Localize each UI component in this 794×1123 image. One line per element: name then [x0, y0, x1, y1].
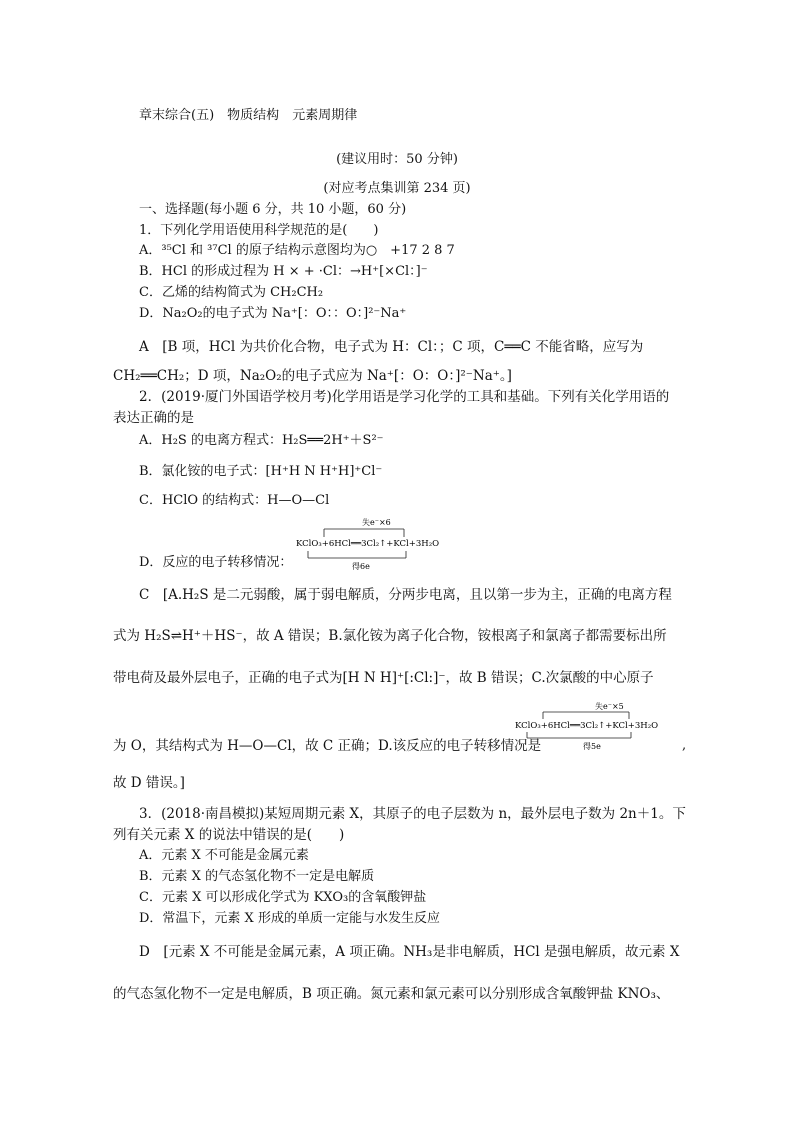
q2-electron-transfer-diagram: [294, 515, 474, 573]
q1-option-d: D．Na₂O₂的电子式为 Na⁺[：O：：O：]²⁻Na⁺: [139, 306, 407, 321]
q1-answer-line-1: A [B 项，HCl 为共价化合物，电子式为 H：Cl：；C 项，C══C 不能省略，应写为: [139, 339, 644, 355]
q3-option-a: A．元素 X 不可能是金属元素: [139, 848, 309, 863]
q2-option-d: D．反应的电子转移情况：: [139, 555, 293, 570]
suggested-time: (建议用时：50 分钟): [336, 152, 458, 167]
chapter-title: 章末综合(五) 物质结构 元素周期律: [139, 108, 358, 123]
q2-answer-diagram-bottom-label: 得5e: [583, 742, 601, 751]
reference-pages: (对应考点集训第 234 页): [323, 181, 471, 196]
q3-answer-line-2: 的气态氢化物不一定是电解质，B 项正确。氮元素和氯元素可以分别形成含氧酸钾盐 KNO₃、: [113, 986, 670, 1002]
q2-stem-line-2: 表达正确的是: [113, 410, 194, 426]
q2-answer-line-4: 为 O，其结构式为 H—O—Cl，故 C 正确；D.该反应的电子转移情况是: [113, 738, 542, 754]
q2-option-c: C．HClO 的结构式：H—O—Cl: [139, 493, 330, 508]
section-heading: 一、选择题(每小题 6 分，共 10 小题，60 分): [139, 202, 407, 217]
q2-answer-diagram-equation: KClO₃+6HCl══3Cl₂↑+KCl+3H₂O: [515, 721, 659, 731]
q3-option-c: C．元素 X 可以形成化学式为 KXO₃的含氧酸钾盐: [139, 890, 427, 905]
q1-stem: 1．下列化学用语使用科学规范的是( ): [139, 223, 379, 238]
q2-answer-line-2: 式为 H₂S⇌H⁺＋HS⁻，故 A 错误；B.氯化铵为离子化合物，铵根离子和氯离子都需要标出所: [113, 628, 667, 644]
q2-diagram-top-label: 失e⁻×6: [362, 518, 391, 527]
q2-diagram-equation: KClO₃+6HCl══3Cl₂↑+KCl+3H₂O: [296, 539, 440, 549]
q3-option-d: D．常温下，元素 X 形成的单质一定能与水发生反应: [139, 911, 440, 926]
q2-answer-diagram-top-label: 失e⁻×5: [595, 702, 624, 711]
q3-option-b: B．元素 X 的气态氢化物不一定是电解质: [139, 869, 375, 884]
q2-diagram-bottom-label: 得6e: [352, 562, 370, 571]
q1-option-b: B．HCl 的形成过程为 H × + ·Cl：→H⁺[×Cl：]⁻: [139, 264, 428, 279]
q1-option-c: C．乙烯的结构简式为 CH₂CH₂: [139, 285, 324, 300]
q1-option-a: A．³⁵Cl 和 ³⁷Cl 的原子结构示意图均为○ +17 2 8 7: [139, 243, 455, 258]
trailing-comma: ,: [682, 738, 687, 753]
q1-answer-line-2: CH₂══CH₂；D 项，Na₂O₂的电子式应为 Na⁺[：O：O：]²⁻Na⁺。]: [113, 368, 512, 384]
q2-answer-line-1: C [A.H₂S 是二元弱酸，属于弱电解质，分两步电离，且以第一步为主，正确的电离方程: [139, 587, 672, 603]
q3-stem-line-1: 3．(2018·南昌模拟)某短周期元素 X，其原子的电子层数为 n，最外层电子数为 2n＋1。下: [139, 806, 686, 822]
q2-option-a: A．H₂S 的电离方程式：H₂S══2H⁺＋S²⁻: [139, 433, 384, 448]
q2-stem-line-1: 2．(2019·厦门外国语学校月考)化学用语是学习化学的工具和基础。下列有关化学用语的: [139, 389, 670, 405]
q2-answer-line-5: 故 D 错误。]: [113, 775, 185, 791]
q3-stem-line-2: 列有关元素 X 的说法中错误的是( ): [113, 827, 345, 843]
q3-answer-line-1: D [元素 X 不可能是金属元素，A 项正确。NH₃是非电解质，HCl 是强电解质，故元素 X: [139, 944, 680, 960]
q2-answer-line-3: 带电荷及最外层电子，正确的电子式为[H N H]⁺[:Cl:]⁻，故 B 错误；C.次氯酸的中心原子: [113, 670, 654, 686]
q2-option-b: B．氯化铵的电子式：[H⁺H N H⁺H]⁺Cl⁻: [139, 464, 383, 479]
